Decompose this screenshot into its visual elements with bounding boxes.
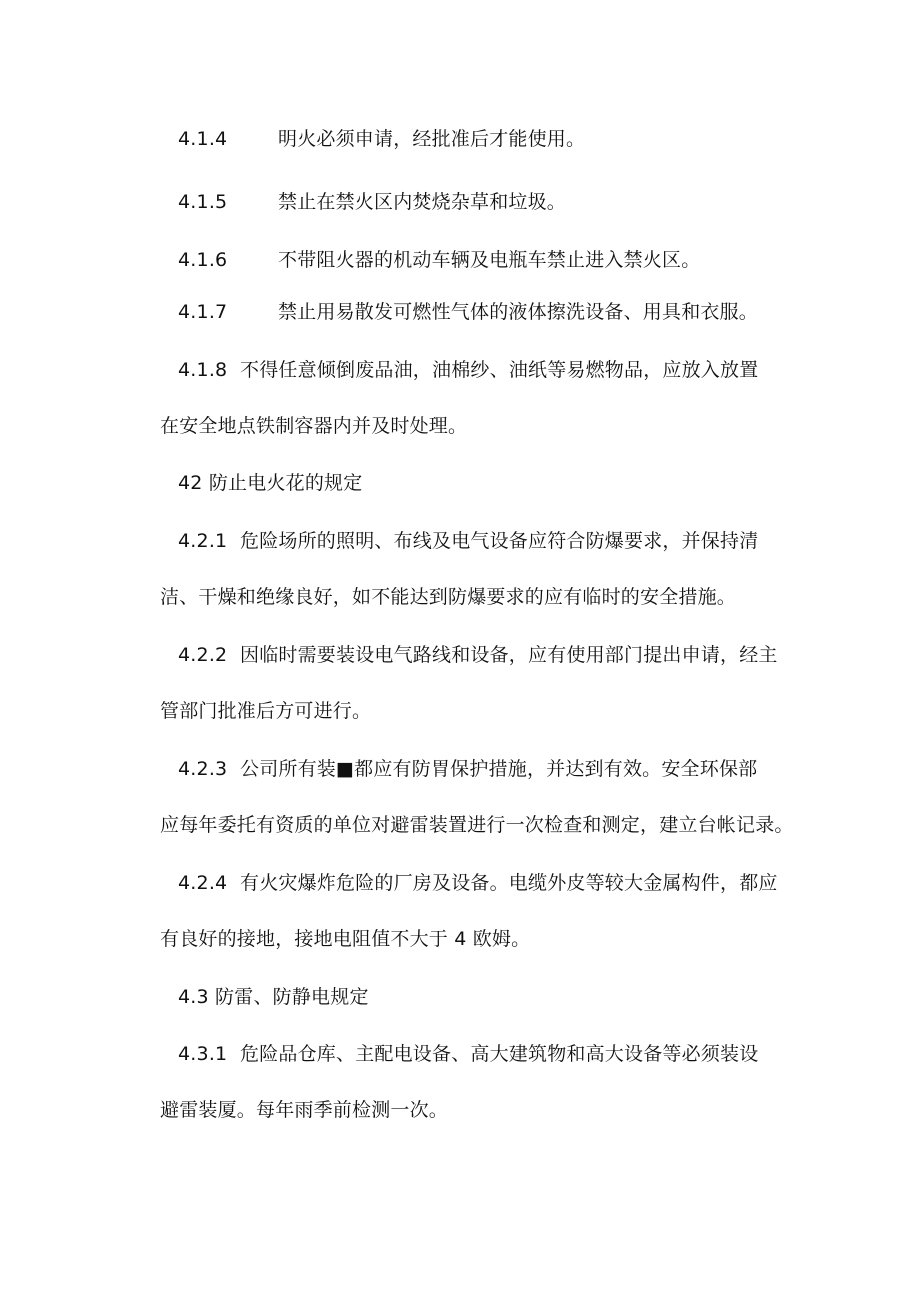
- clause-text-continued: 有良好的接地，接地电阻值不大于 4 欧姆。: [160, 928, 531, 950]
- paragraph-4-2-1-line-2: [160, 585, 736, 609]
- paragraph-4-2-4-line-1: [178, 871, 778, 895]
- paragraph-4-1-8-line-2: [160, 414, 467, 438]
- section-heading-text: 42 防止电火花的规定: [178, 472, 363, 494]
- clause-number: 4.3.1: [178, 1043, 228, 1065]
- clause-number: 4.2.1: [178, 530, 228, 552]
- clause-number: 4.2.4: [178, 872, 228, 894]
- clause-text: 不带阻火器的机动车辆及电瓶车禁止进入禁火区。: [278, 249, 701, 271]
- paragraph-4-2-3-line-2: [160, 813, 794, 837]
- section-heading-text: 4.3 防雷、防静电规定: [178, 986, 369, 1008]
- paragraph-4-2-4-line-2: [160, 927, 530, 951]
- paragraph-4-3-1-line-1: [178, 1042, 758, 1066]
- paragraph-4-3-1-line-2: [160, 1098, 448, 1122]
- clause-text-continued: 管部门批准后方可进行。: [160, 700, 372, 722]
- clause-number: 4.1.4: [178, 128, 228, 150]
- clause-text-continued: 避雷装厦。每年雨季前检测一次。: [160, 1099, 449, 1121]
- clause-text-continued: 在安全地点铁制容器内并及时处理。: [160, 415, 468, 437]
- paragraph-4-2-3-line-1: [178, 757, 757, 781]
- clause-text: 公司所有装■都应有防胃保护措施，并达到有效。安全环保部: [240, 758, 758, 780]
- paragraph-4-1-5: [178, 190, 566, 214]
- clause-number: 4.2.2: [178, 644, 228, 666]
- clause-text: 危险品仓库、主配电设备、高大建筑物和高大设备等必须装设: [240, 1043, 759, 1065]
- clause-text: 有火灾爆炸危险的厂房及设备。电缆外皮等较大金属构件，都应: [240, 872, 778, 894]
- clause-text: 禁止在禁火区内焚烧杂草和垃圾。: [278, 191, 567, 213]
- clause-number: 4.1.7: [178, 301, 228, 323]
- clause-text: 明火必须申请，经批准后才能使用。: [278, 128, 586, 150]
- clause-text: 危险场所的照明、布线及电气设备应符合防爆要求，并保持清: [240, 530, 759, 552]
- section-heading-4-2: [178, 471, 362, 495]
- section-heading-4-3: [178, 985, 369, 1009]
- clause-text: 因临时需要装设电气路线和设备，应有使用部门提出申请，经主: [240, 644, 778, 666]
- paragraph-4-2-2-line-2: [160, 699, 371, 723]
- paragraph-4-2-2-line-1: [178, 643, 778, 667]
- clause-text-continued: 应每年委托有资质的单位对避雷装置进行一次检查和测定，建立台帐记录。: [160, 814, 794, 836]
- paragraph-4-1-8-line-1: [178, 358, 758, 382]
- clause-number: 4.1.6: [178, 249, 228, 271]
- clause-number: 4.2.3: [178, 758, 228, 780]
- clause-text: 禁止用易散发可燃性气体的液体擦洗设备、用具和衣服。: [278, 301, 759, 323]
- paragraph-4-1-6: [178, 248, 700, 272]
- clause-number: 4.1.8: [178, 359, 228, 381]
- clause-text: 不得任意倾倒废品油，油棉纱、油纸等易燃物品，应放入放置: [240, 359, 759, 381]
- paragraph-4-1-4: [178, 127, 585, 151]
- clause-text-continued: 洁、干燥和绝缘良好，如不能达到防爆要求的应有临时的安全措施。: [160, 586, 737, 608]
- paragraph-4-1-7: [178, 300, 758, 324]
- clause-number: 4.1.5: [178, 191, 228, 213]
- paragraph-4-2-1-line-1: [178, 529, 758, 553]
